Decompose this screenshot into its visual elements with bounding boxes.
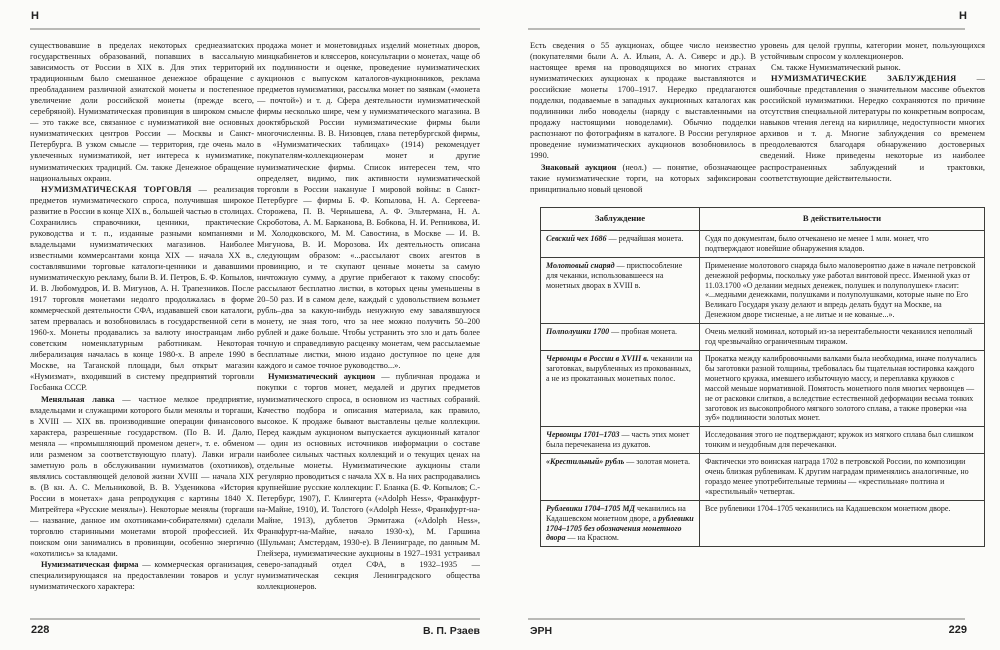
paragraph <box>30 394 254 560</box>
fact-cell: Фактически это воинская награда 1702 в петровской России, по композиции очень близкая рублевикам. К другим наградам применялись аналогичные, но гораздо менее употребительные термины — «крестильная» полтина и «крестильный» четвертак. <box>700 454 985 501</box>
myth-text: чеканили на заготовках, вырубленных из прокованных, а не из прокатанных монетных полос. <box>546 353 693 383</box>
table-row <box>541 454 985 501</box>
fact-cell: Очень мелкий номинал, который из-за нерентабельности чеканился неполный год чрезвычайно ограниченным тиражом. <box>700 324 985 351</box>
entry-text: — ошибочные представления о значительном массиве объектов российской нумизматики. Нередко сохраняются по причине отсутствия специальной литературы по конкретным вопросам, навыков чтения легенд на кириллице, недоступности многих архивов и т. д. Многие заблуждения со временем преодолеваются благодаря обнаружению достоверных сведений. Ниже приведены некоторые из наиболее распространенных заблуждений и трактовки, соответствующие действительности. <box>760 74 985 183</box>
paragraph: продажа монет и монетовидных изделий монетных дворов, минцкабинетов и кляссеров, консультации о монетах, чаще об их подлинности и оценке, проведение нумизматических аукционов с выпуском каталогов-аукционников, реклама предметов нумизматики, рассылка монет по заявкам («монета — почтой») и т. д. Сфера деятельности нумизматической фирмы несколько шире, чем у нумизматического магазина. В дооктябрьской России нумизматические фирмы были многочисленны. В. В. Низовцев, глава петербургской фирмы, в «Нумизматических таблицах» (1914) рекомендует покупателям-коллекционерам монет и другие нумизматические фирмы. Список интересен тем, что определяет, видимо, пик активности нумизматической торговли в России накануне I мировой войны: в Санкт-Петербурге — фирмы Б. Ф. Копылова, Н. А. Сергеева-Сторожева, П. В. Чернышева, А. Ф. Эльтермана, Н. А. Скроботова, А. М. Барканова, В. Бобкова, Н. И. Репникова, И. М. Холодковского, М. М. Савостина, в Москве — И. В. Мигунова, В. И. Морозова. Их деятельность описана следующим образом: «...рассылают своих агентов в провинцию, и те скупают ценные монеты за самую ничтожную сумму, а другие прибегают к такому способу: рассылают бесплатно листки, в которых цены уменьшены в 20–50 раз. И в самом деле, каждый с удовольствием возьмет рубль–два за какую-нибудь ненужную ему завалявшуюся монету, не зная того, что за нее можно получить 50–200 рублей и даже больше. Чтобы устранить это зло и дать более точную и справедливую расценку монетам, чем рассылаемые бесплатные листки, мною издано доступное по цене для каждого и самое точное руководство...». <box>257 41 480 371</box>
bottom-rule-right-page <box>528 618 965 620</box>
myth-term: Севский чех 1686 <box>546 233 607 243</box>
myth-text: — редчайшая монета. <box>606 233 684 243</box>
top-rule-right-page <box>528 28 965 30</box>
myth-cell <box>541 350 700 426</box>
paragraph <box>257 371 480 592</box>
footer-word-ern: ЭРН <box>530 625 553 637</box>
myth-term: Молотовый снаряд <box>546 260 615 270</box>
left-page-column-2 <box>257 40 480 615</box>
paragraph: существовавшие в пределах некоторых среднеазиатских государственных образований, попавших в вассальную зависимость от России в XIX в. Для этих территорий традиционным было смешанное денежное обращение с преобладанием различной азиатской монеты и постепенное увеличение доли российской монеты (прежде всего, серебряной). Нумизматическая провинция в широком смысле — это также все, связанное с нумизматикой вне основных нумизматических центров России — Москвы и Санкт-Петербурга. В узком смысле — территория, где очень мало увлеченных нумизматикой, нет интереса к нумизматике, нумизматических традиций. См. также Денежное обращение национальных окраин. <box>30 41 254 183</box>
myth-text: — приспособление для чеканки, использовавшееся на монетных дворах в XVIII в. <box>546 260 683 290</box>
myth-cell <box>541 257 700 323</box>
paragraph <box>30 559 254 592</box>
entry-heading: НУМИЗМАТИЧЕСКАЯ ТОРГОВЛЯ <box>41 184 192 194</box>
myth-text: — золотая монета. <box>624 457 691 467</box>
right-page-column-1 <box>530 40 756 203</box>
entry-text: (неол.) — понятие, обозначающее такие нумизматические торги, на которых зафиксирован принципиально новый ценовой <box>530 162 756 194</box>
fact-cell: Прокатка между калибровочными валками была необходима, иначе получались бы заготовки разной толщины, требовалась бы тщательная юстировка каждого монетного кружка, имевшего избыточную массу, и переплавка кружков с массой меньше нормативной. Помятость монетного поля многих червонцев — не от расковки слитков, а вследствие естественной деформации весьма тонких заготовок из высокопробного мягкого золотого сплава, а также проверки «на зуб» подлинности золотых монет. <box>700 350 985 426</box>
myth-text: — на Красном. <box>565 533 619 543</box>
myth-term: Полполушки 1700 <box>546 327 610 337</box>
table-row <box>541 427 985 454</box>
author-name-footer: В. П. Рзаев <box>422 625 480 637</box>
table-row <box>541 500 985 547</box>
myth-term: Рублевики 1704–1705 МД <box>546 503 635 513</box>
right-page-column-2 <box>760 40 985 203</box>
myth-term-secondary: рублевики 1704–1705 без обозначения монетного двора <box>546 513 694 543</box>
fact-cell: Судя по документам, было отчеканено не менее 1 млн. монет, что подтверждают новейшие обнаружения кладов. <box>700 230 985 257</box>
see-also-note: См. также Нумизматический рынок. <box>771 63 901 73</box>
page-number-right: 229 <box>948 624 967 636</box>
myth-term: «Крестильный» рубль <box>546 457 625 467</box>
myth-cell <box>541 230 700 257</box>
page-number-left: 228 <box>31 624 50 636</box>
entry-subheading: Нумизматический аукцион <box>268 372 376 382</box>
column-header-fact: В действительности <box>700 208 985 231</box>
column-header-myth: Заблуждение <box>541 208 700 231</box>
table-row <box>541 257 985 323</box>
paragraph: Есть сведения о 55 аукционах, общее число неизвестно (покупателями были А. А. Ильин, А. А. Сиверс и др.). В настоящее время на проводящихся во многих странах нумизматических аукционах к продаже выставляются и российские монеты 1700–1917. Нередко предлагаются подделки, подаваемые в западных аукционных каталогах как подлинники либо новоделы (наряду с выставленными на продажу настоящими новоделами). Обычно подделки распознают по фотографиям в каталоге. В России регулярное проведение нумизматических аукционов возобновилось в 1990. <box>530 41 756 161</box>
entry-subheading: Меняльная лавка <box>41 394 115 404</box>
paragraph <box>760 73 985 183</box>
myth-cell <box>541 454 700 501</box>
myth-term: Червонцы 1701–1703 <box>546 430 620 440</box>
paragraph <box>530 162 756 195</box>
top-rule-left-page <box>30 28 480 30</box>
fact-cell: Применение молотового снаряда было маловероятно даже в начале петровской денежной реформы, поскольку уже работал винтовой пресс. Именной указ от 11.03.1700 «О делании медных денежек, полушек и полуполушек» гласит: «...медными денежками, полушками и полуполушками, которые ныне по Его Великаго Государя указу делают и впредь делать будут на Москве, на Денежном дворе тисненые, а не литые и не кованые...». <box>700 257 985 323</box>
myth-text: — часть этих монет была перечеканена из дукатов. <box>546 430 690 450</box>
entry-subheading: Знаковый аукцион <box>541 162 617 172</box>
entry-heading: НУМИЗМАТИЧЕСКИЕ ЗАБЛУЖДЕНИЯ <box>771 74 957 84</box>
running-head-right: Н <box>959 10 967 22</box>
table-header-row <box>541 208 985 231</box>
table-row <box>541 350 985 426</box>
entry-text: — коммерческая организация, специализирующаяся на предоставлении товаров и услуг нумизматического характера: <box>30 560 254 592</box>
table-row <box>541 324 985 351</box>
bottom-rule-left-page <box>30 618 480 620</box>
myth-text: чеканились на Кадашевском монетном дворе, а <box>546 503 686 523</box>
misconceptions-table <box>540 207 985 547</box>
myth-cell <box>541 500 700 547</box>
fact-cell: Исследования этого не подтверждают; кружок из мягкого сплава был слишком тонким и неудобным для перечеканки. <box>700 427 985 454</box>
paragraph: уровень для целой группы, категории монет, пользующихся устойчивым спросом у коллекционеров. <box>760 41 985 62</box>
myth-cell <box>541 427 700 454</box>
entry-text: — частное мелкое предприятие, владельцами и служащими которого были менялы и торгаши, в XVIII — XIX вв. производившие операции финансового характера, разрешенные государством. (По В. И. Далю, меняла — «промышляющий променом денег», т. е. обменом или разменом за соответствующую плату). Лавки играли заметную роль в обслуживании нумизматов (охотников), являлись составляющей деловой жизни XVIII — начала XIX в. (В кн. А. С. Мельниковой, В. В. Узденикова «История России в монетах» дана репродукция с картины 1840 Х. Митрейтера «Русские менялы»). Некоторые менялы (торгаши — название, данное им охотниками-собирателями) сделали торговлю старинными монетами второй профессией. Их поиском они занимались в провинции, особенно энергично «охотились» за кладами. <box>30 394 254 559</box>
entry-text: — реализация предметов нумизматического спроса, получившая широкое развитие в России в конце XIX в., большей частью в столицах. Сохранились справочники, ценники, практические руководства и т. п., изданные разными компаниями и владельцами нумизматических магазинов. Наиболее известными коммерсантами конца XIX — начала XX в., составлявшими торговые каталоги-ценники и дававшими нумизматическую рекламу, были В. И. Петров, Б. Ф. Копылов, И. В. Любомудров, И. В. Мигунов, А. Н. Трапезников. После 1917 торговля монетами недолго продолжалась в форме коммерческой деятельности СФА, издававшей свои каталоги, затем прервалась и возобновилась в государственной сети в 1960-х. Монеты продавались за валюту иностранцам либо советским номенклатурным работникам. Некоторая либерализация началась в конце 1980-х. В апреле 1990 в Москве, на Таганской площади, был открыт магазин «Нумизмат», входивший в систему предприятий торговли Госбанка СССР. <box>30 184 254 393</box>
myth-cell <box>541 324 700 351</box>
myth-text: — пробная монета. <box>609 327 678 337</box>
running-head-left: Н <box>31 10 39 22</box>
myth-term: Червонцы в России в XVIII в. <box>546 353 649 363</box>
entry-subheading: Нумизматическая фирма <box>41 560 139 570</box>
left-page-column-1 <box>30 40 254 615</box>
table-row <box>541 230 985 257</box>
paragraph <box>30 184 254 394</box>
fact-cell: Все рублевики 1704–1705 чеканились на Кадашевском монетном дворе. <box>700 500 985 547</box>
entry-text: — публичная продажа и покупки с торгов монет, медалей и других предметов нумизматического спроса, в основном из частных собраний. Качество подбора и описания материала, как правило, высокое. К продаже бывают выставлены целые коллекции. Перед каждым аукционом выпускается аукционный каталог — один из основных источников информации о составе наиболее сильных частных коллекций и о текущих ценах на отдельные монеты. Нумизматические аукционы стали регулярно проводиться с начала XX в. На них распродавались крупнейшие русские коллекции: Г. Бланка (Б. Ф. Копылов; С.-Петербург, 1907), Г. Клингерта («Adolph Hess», Франкфурт-на-Майне, 1910), И. Толстого («Adolph Hess», Франкфурт-на-Майне, 1913), дублетов Эрмитажа («Adolph Hess», Франкфурт-на-Майне, начало 1930-х), М. Гаршина (Шульман; Амстердам, 1930-е). В Ленинграде, по данным М. Глейзера, нумизматические аукционы в 1927–1931 устраивал северо-западный отдел СФА, в 1932–1935 — нумизматическая секция Ленинградского общества коллекционеров. <box>257 372 480 592</box>
